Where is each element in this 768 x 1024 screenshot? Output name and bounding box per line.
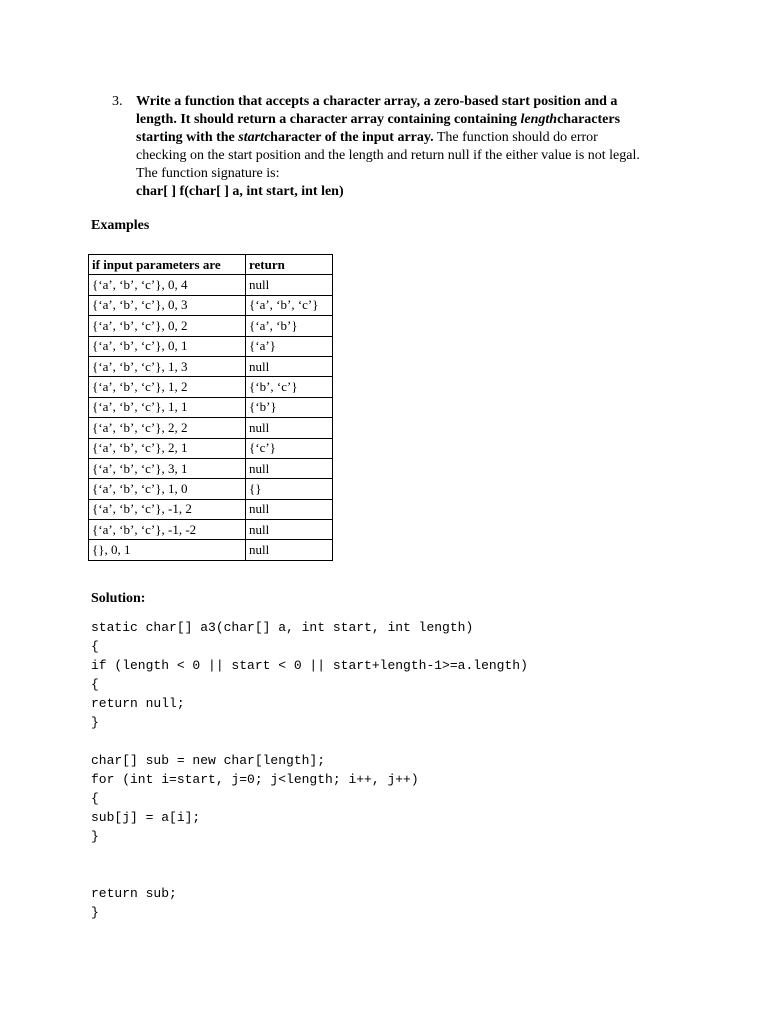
table-row	[89, 438, 333, 458]
table-row	[89, 397, 333, 417]
table-row	[89, 418, 333, 438]
table-row	[89, 275, 333, 295]
table-row	[89, 377, 333, 397]
problem-text-segment: The function signature is:	[136, 166, 280, 181]
input-parameters-cell: {‘a’, ‘b’, ‘c’}, 1, 0	[89, 479, 246, 499]
return-value-cell: {‘b’, ‘c’}	[246, 377, 333, 397]
return-value-cell: null	[246, 458, 333, 478]
table-row	[89, 336, 333, 356]
input-parameters-cell: {‘a’, ‘b’, ‘c’}, 1, 3	[89, 356, 246, 376]
code-line	[91, 846, 528, 865]
code-line: return null;	[91, 696, 185, 711]
solution-code	[91, 618, 528, 922]
input-parameters-cell: {‘a’, ‘b’, ‘c’}, 0, 2	[89, 316, 246, 336]
problem-text-segment: length. It should return a character array containing containing	[136, 112, 521, 127]
table-row	[89, 295, 333, 315]
table-header-input: if input parameters are	[89, 255, 246, 275]
code-line: static char[] a3(char[] a, int start, int length)	[91, 620, 474, 635]
problem-text-segment: character of the input array.	[263, 130, 434, 145]
code-line	[91, 732, 528, 751]
input-parameters-cell: {‘a’, ‘b’, ‘c’}, 2, 1	[89, 438, 246, 458]
input-parameters-cell: {‘a’, ‘b’, ‘c’}, 0, 1	[89, 336, 246, 356]
return-value-cell: null	[246, 540, 333, 560]
input-parameters-cell: {‘a’, ‘b’, ‘c’}, -1, 2	[89, 499, 246, 519]
problem-text-segment: The function should do error	[433, 130, 598, 145]
table-row	[89, 458, 333, 478]
problem-text-segment: characters	[557, 112, 621, 127]
problem-text-segment: length	[520, 112, 558, 127]
table-row	[89, 356, 333, 376]
input-parameters-cell: {‘a’, ‘b’, ‘c’}, 0, 3	[89, 295, 246, 315]
input-parameters-cell: {‘a’, ‘b’, ‘c’}, 0, 4	[89, 275, 246, 295]
return-value-cell: {}	[246, 479, 333, 499]
code-line: {	[91, 677, 99, 692]
input-parameters-cell: {‘a’, ‘b’, ‘c’}, 3, 1	[89, 458, 246, 478]
code-line: }	[91, 829, 99, 844]
input-parameters-cell: {‘a’, ‘b’, ‘c’}, 1, 1	[89, 397, 246, 417]
return-value-cell: null	[246, 418, 333, 438]
code-line: }	[91, 905, 99, 920]
code-line: {	[91, 639, 99, 654]
problem-line	[136, 111, 696, 129]
return-value-cell: null	[246, 520, 333, 540]
problem-line	[136, 165, 696, 183]
table-header-row	[89, 255, 333, 275]
problem-line	[136, 129, 696, 147]
input-parameters-cell: {}, 0, 1	[89, 540, 246, 560]
return-value-cell: {‘a’, ‘b’}	[246, 316, 333, 336]
table-row	[89, 540, 333, 560]
table-row	[89, 520, 333, 540]
examples-table-body	[89, 275, 333, 560]
table-row	[89, 499, 333, 519]
problem-text-segment: starting with the	[136, 130, 239, 145]
code-line: for (int i=start, j=0; j<length; i++, j++)	[91, 772, 419, 787]
problem-body	[136, 93, 696, 201]
code-line: char[] sub = new char[length];	[91, 753, 326, 768]
problem-text-segment: char[ ] f(char[ ] a, int start, int len)	[136, 184, 344, 199]
problem-text-segment: Write a function that accepts a character array, a zero-based start position and a	[136, 94, 618, 109]
code-line: {	[91, 791, 99, 806]
return-value-cell: null	[246, 499, 333, 519]
code-line: }	[91, 715, 99, 730]
problem-text-segment: start	[238, 130, 264, 145]
table-row	[89, 479, 333, 499]
code-line: if (length < 0 || start < 0 || start+length-1>=a.length)	[91, 658, 528, 673]
code-line: sub[j] = a[i];	[91, 810, 201, 825]
return-value-cell: {‘a’, ‘b’, ‘c’}	[246, 295, 333, 315]
input-parameters-cell: {‘a’, ‘b’, ‘c’}, 1, 2	[89, 377, 246, 397]
problem-line	[136, 183, 696, 201]
table-row	[89, 316, 333, 336]
examples-table	[88, 254, 333, 561]
return-value-cell: {‘b’}	[246, 397, 333, 417]
table-header-return: return	[246, 255, 333, 275]
return-value-cell: null	[246, 356, 333, 376]
solution-heading: Solution:	[91, 591, 146, 606]
problem-line	[136, 93, 696, 111]
return-value-cell: null	[246, 275, 333, 295]
code-line: return sub;	[91, 886, 177, 901]
problem-text-segment: checking on the start position and the length and return null if the either value is not legal.	[136, 148, 640, 163]
return-value-cell: {‘a’}	[246, 336, 333, 356]
problem-line	[136, 147, 696, 165]
input-parameters-cell: {‘a’, ‘b’, ‘c’}, 2, 2	[89, 418, 246, 438]
code-line	[91, 865, 528, 884]
input-parameters-cell: {‘a’, ‘b’, ‘c’}, -1, -2	[89, 520, 246, 540]
examples-heading: Examples	[91, 218, 150, 233]
problem-number: 3.	[112, 94, 123, 109]
return-value-cell: {‘c’}	[246, 438, 333, 458]
